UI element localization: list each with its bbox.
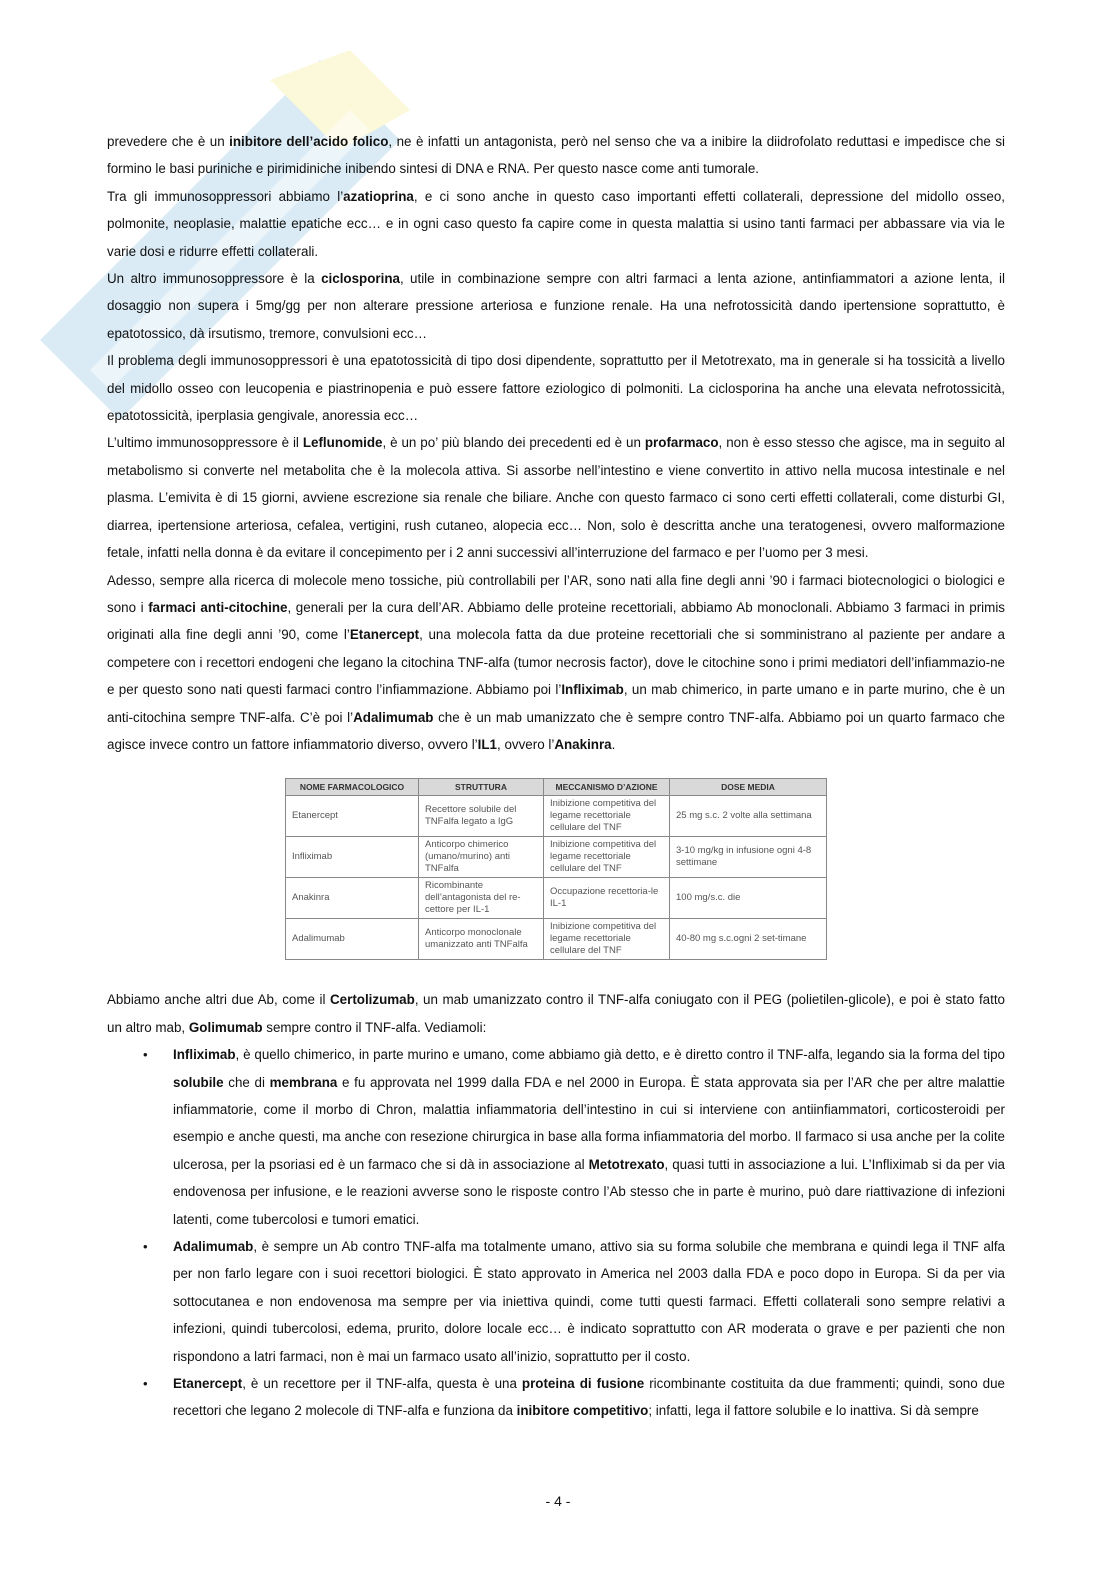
table-cell: 25 mg s.c. 2 volte alla settimana — [670, 796, 827, 837]
drug-bullet-list — [107, 1041, 1005, 1425]
drug-table — [285, 778, 827, 960]
table-cell: Infliximab — [286, 837, 419, 878]
table-cell: Inibizione competitiva del legame recettoriale cellulare del TNF — [544, 837, 670, 878]
drug-table-wrapper — [107, 778, 1005, 960]
table-cell: Anakinra — [286, 878, 419, 919]
table-cell: 100 mg/s.c. die — [670, 878, 827, 919]
paragraph-2: Tra gli immunosoppressori abbiamo l’azatioprina, e ci sono anche in questo caso importanti effetti collaterali, depressione del midollo osseo, polmonite, neoplasie, malattie epatiche ecc… e in ogni caso questo fa capire come in questa malattia si usino tanti farmaci per abbassare via via le varie dosi e ridurre effetti collaterali. — [107, 188, 1005, 259]
table-cell: Occupazione recettoria-le IL-1 — [544, 878, 670, 919]
paragraph-4: Il problema degli immunosoppressori è una epatotossicità di tipo dosi dipendente, soprattutto per il Metotrexato, ma in generale si ha tossicità a livello del midollo osseo con leucopenia e piastrinopenia e può essere fattore eziologico di polmoniti. La ciclosporina ha anche una elevata nefrotossicità, epatotossicità, iperplasia gengivale, anoressia ecc… — [107, 353, 1005, 424]
bullet-icon: • — [143, 1376, 148, 1392]
table-row — [286, 837, 827, 878]
table-header-cell: NOME FARMACOLOGICO — [286, 779, 419, 796]
table-header-row — [286, 779, 827, 796]
paragraph-6: Adesso, sempre alla ricerca di molecole meno tossiche, più controllabili per l’AR, sono nati alla fine degli anni ’90 i farmaci biotecnologici o biologici e sono i farmaci anti-citochine, generali per la cura dell’AR. Abbiamo delle proteine recettoriali, abbiamo Ab monoclonali. Abbiamo 3 farmaci in primis originati alla fine degli anni ’90, come l’Etanercept, una molecola fatta da due proteine recettoriali che si somministrano al paziente per andare a competere con i recettori endogeni che legano la citochina TNF-alfa (tumor necrosis factor), dove le citochine sono i primi mediatori dell’infiammazio-ne e per questo sono nati questi farmaci contro l’infiammazione. Abbiamo poi l’Infliximab, un mab chimerico, in parte umano e in parte murino, che è un anti-citochina sempre TNF-alfa. C’è poi l’Adalimumab che è un mab umanizzato che è sempre contro TNF-alfa. Abbiamo poi un quarto farmaco che agisce invece contro un fattore infiammatorio diverso, ovvero l’IL1, ovvero l’Anakinra. — [107, 572, 1006, 752]
table-header-cell: STRUTTURA — [419, 779, 544, 796]
page-body — [107, 128, 1005, 1425]
table-cell: Ricombinante dell’antagonista del re-cettore per IL-1 — [419, 878, 544, 919]
page-number: - 4 - — [545, 1493, 571, 1509]
list-item: • Adalimumab, è sempre un Ab contro TNF-alfa ma totalmente umano, attivo sia su forma solubile che membrana e quindi lega il TNF alfa per non farlo legare con i suoi recettori biologici. È stato approvato in America nel 2003 dalla FDA e poco dopo in Europa. Si da per via sottocutanea e non endovenosa ma sempre per via iniettiva quindi, come tutti questi farmaci. Effetti collaterali sono sempre relativi a infezioni, quindi tubercolosi, edema, prurito, dolore locale ecc… è indicato soprattutto con AR moderata o grave e per pazienti che non rispondono a latri farmaci, non è mai un farmaco usato all’inizio, soprattutto per il costo. — [107, 1233, 1005, 1370]
table-cell: 40-80 mg s.c.ogni 2 set-timane — [670, 919, 827, 960]
paragraph-5: L’ultimo immunosoppressore è il Leflunomide, è un po’ più blando dei precedenti ed è un profarmaco, non è esso stesso che agisce, ma in seguito al metabolismo si converte nel metabolita che è la molecola attiva. Si assorbe nell’intestino e viene convertito in attivo nella mucosa intestinale e nel plasma. L’emivita è di 15 giorni, avviene escrezione sia renale che biliare. Anche con questo farmaco ci sono certi effetti collaterali, come disturbi GI, diarrea, ipertensione arteriosa, cefalea, vertigini, rush cutaneo, alopecia ecc… Non, solo è descritta anche una teratogenesi, ovvero malformazione fetale, infatti nella donna è da evitare il concepimento per i 2 anni successivi all’interruzione del farmaco e per l’uomo per 3 mesi. — [107, 435, 1006, 561]
table-cell: Anticorpo chimerico (umano/murino) anti TNFalfa — [419, 837, 544, 878]
table-cell: Anticorpo monoclonale umanizzato anti TNFalfa — [419, 919, 544, 960]
table-cell: Inibizione competitiva del legame recettoriale cellulare del TNF — [544, 796, 670, 837]
table-cell: Etanercept — [286, 796, 419, 837]
table-row — [286, 878, 827, 919]
table-cell: Inibizione competitiva del legame recettoriale cellulare del TNF — [544, 919, 670, 960]
bullet-icon: • — [143, 1047, 148, 1063]
paragraph-3: Un altro immunosoppressore è la ciclosporina, utile in combinazione sempre con altri farmaci a lenta azione, antinfiammatori a azione lenta, il dosaggio non supera i 5mg/gg per non alterare pressione arteriosa e funzione renale. Ha una nefrotossicità dando ipertensione soprattutto, è epatotossico, dà irsutismo, tremore, convulsioni ecc… — [107, 271, 1006, 341]
bullet-icon: • — [143, 1239, 148, 1254]
table-cell: 3-10 mg/kg in infusione ogni 4-8 settimane — [670, 837, 827, 878]
list-item: • Etanercept, è un recettore per il TNF-alfa, questa è una proteina di fusione ricombinante costituita da due frammenti; quindi, sono due recettori che legano 2 molecole di TNF-alfa e funziona da inibitore competitivo; infatti, lega il fattore solubile e lo inattiva. Si dà sempre — [107, 1370, 1005, 1425]
table-cell: Adalimumab — [286, 919, 419, 960]
list-item: • Infliximab, è quello chimerico, in parte murino e umano, come abbiamo già detto, e è diretto contro il TNF-alfa, legando sia la forma del tipo solubile che di membrana e fu approvata nel 1999 dalla FDA e nel 2000 in Europa. È stata approvata sia per l’AR che per altre malattie infiammatorie, come il morbo di Chron, malattia infiammatoria dell’intestino in cui si interviene con antiinfiammatori, corticosteroidi per esempio e anche questi, ma anche con resezione chirurgica in base alla forma infiammatoria del morbo. Il farmaco si usa anche per la colite ulcerosa, per la psoriasi ed è un farmaco che si dà in associazione al Metotrexato, quasi tutti in associazione a lui. L’Infliximab si da per via endovenosa per infusione, e le reazioni avverse sono le risposte contro l’Ab stesso che in parte è murino, può dare riattivazione di infezioni latenti, come tubercolosi e tumori ematici. — [107, 1041, 1005, 1233]
paragraph-7: Abbiamo anche altri due Ab, come il Certolizumab, un mab umanizzato contro il TNF-alfa coniugato con il PEG (polietilen-glicole), e poi è stato fatto un altro mab, Golimumab sempre contro il TNF-alfa. Vediamoli: — [107, 992, 1005, 1035]
table-row — [286, 919, 827, 960]
table-row — [286, 796, 827, 837]
table-header-cell: DOSE MEDIA — [670, 779, 827, 796]
table-cell: Recettore solubile del TNFalfa legato a IgG — [419, 796, 544, 837]
table-header-cell: MECCANISMO D’AZIONE — [544, 779, 670, 796]
paragraph-1: prevedere che è un inibitore dell’acido folico, ne è infatti un antagonista, però nel senso che va a inibire la diidrofolato reduttasi e impedisce che si formino le basi puriniche e pirimidiniche inibendo sintesi di DNA e RNA. Per questo nasce come anti tumorale. — [107, 134, 1005, 177]
